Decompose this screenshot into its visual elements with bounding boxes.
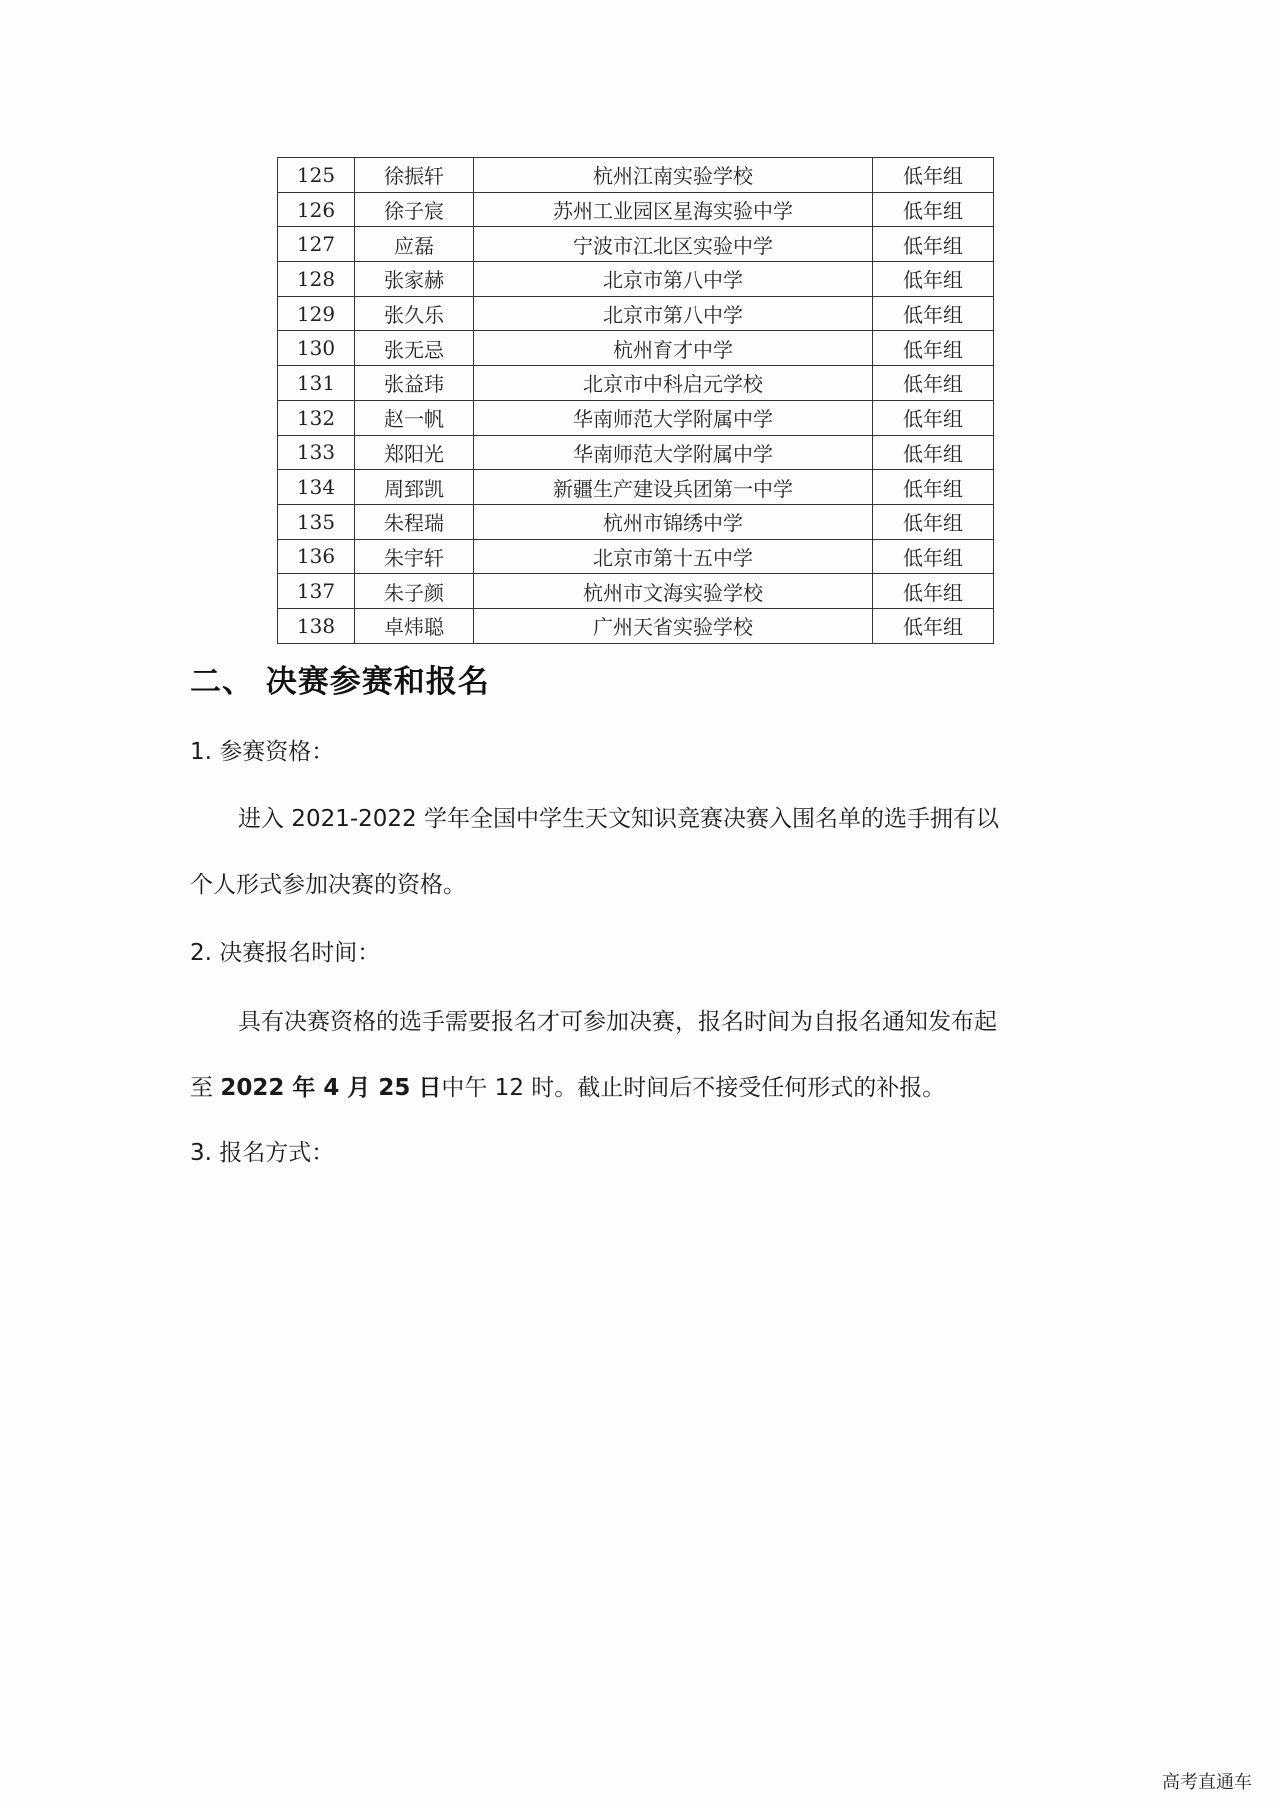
cell-number: 138 <box>278 608 355 643</box>
table-row <box>278 158 994 193</box>
table-row <box>278 574 994 609</box>
eligibility-text-line2: 个人形式参加决赛的资格。 <box>190 872 466 898</box>
cell-school: 北京市第八中学 <box>474 262 873 297</box>
cell-name: 赵一帆 <box>355 400 474 435</box>
item-registration-time-title: 2. 决赛报名时间： <box>190 940 381 966</box>
table-row <box>278 366 994 401</box>
cell-group: 低年组 <box>873 574 994 609</box>
cell-group: 低年组 <box>873 608 994 643</box>
table-row <box>278 435 994 470</box>
cell-name: 张益玮 <box>355 366 474 401</box>
cell-group: 低年组 <box>873 435 994 470</box>
cell-number: 126 <box>278 192 355 227</box>
registration-time-line2 <box>190 1069 945 1102</box>
cell-school: 宁波市江北区实验中学 <box>474 227 873 262</box>
item-registration-method-title: 3. 报名方式： <box>190 1140 335 1166</box>
cell-name: 徐振轩 <box>355 158 474 193</box>
cell-number: 127 <box>278 227 355 262</box>
cell-school: 杭州市文海实验学校 <box>474 574 873 609</box>
cell-school: 杭州市锦绣中学 <box>474 504 873 539</box>
cell-school: 杭州江南实验学校 <box>474 158 873 193</box>
cell-group: 低年组 <box>873 262 994 297</box>
table-row <box>278 331 994 366</box>
cell-name: 张久乐 <box>355 296 474 331</box>
cell-number: 136 <box>278 539 355 574</box>
cell-name: 张家赫 <box>355 262 474 297</box>
cell-number: 137 <box>278 574 355 609</box>
cell-number: 131 <box>278 366 355 401</box>
cell-name: 卓炜聪 <box>355 608 474 643</box>
cell-number: 132 <box>278 400 355 435</box>
cell-group: 低年组 <box>873 400 994 435</box>
cell-name: 朱程瑞 <box>355 504 474 539</box>
cell-group: 低年组 <box>873 504 994 539</box>
cell-school: 华南师范大学附属中学 <box>474 400 873 435</box>
watermark-text: 高考直通车 <box>1162 1772 1252 1793</box>
cell-group: 低年组 <box>873 192 994 227</box>
registration-time-prefix: 至 <box>190 1075 221 1101</box>
table-row <box>278 296 994 331</box>
cell-school: 北京市第十五中学 <box>474 539 873 574</box>
cell-number: 135 <box>278 504 355 539</box>
cell-name: 张无忌 <box>355 331 474 366</box>
cell-group: 低年组 <box>873 158 994 193</box>
table-row <box>278 400 994 435</box>
cell-school: 杭州育才中学 <box>474 331 873 366</box>
cell-name: 郑阳光 <box>355 435 474 470</box>
cell-school: 北京市第八中学 <box>474 296 873 331</box>
cell-group: 低年组 <box>873 539 994 574</box>
registration-deadline: 2022 年 4 月 25 日 <box>220 1075 442 1101</box>
cell-number: 128 <box>278 262 355 297</box>
cell-number: 134 <box>278 470 355 505</box>
cell-school: 新疆生产建设兵团第一中学 <box>474 470 873 505</box>
finalist-table-body <box>278 158 994 644</box>
table-row <box>278 227 994 262</box>
cell-number: 129 <box>278 296 355 331</box>
cell-school: 苏州工业园区星海实验中学 <box>474 192 873 227</box>
cell-school: 北京市中科启元学校 <box>474 366 873 401</box>
eligibility-text-line1: 进入 2021-2022 学年全国中学生天文知识竞赛决赛入围名单的选手拥有以 <box>238 806 999 832</box>
cell-group: 低年组 <box>873 227 994 262</box>
registration-time-line1: 具有决赛资格的选手需要报名才可参加决赛，报名时间为自报名通知发布起 <box>238 1009 997 1035</box>
registration-time-suffix: 中午 12 时。截止时间后不接受任何形式的补报。 <box>441 1075 946 1101</box>
cell-name: 徐子宸 <box>355 192 474 227</box>
cell-group: 低年组 <box>873 470 994 505</box>
cell-group: 低年组 <box>873 296 994 331</box>
cell-name: 朱子颜 <box>355 574 474 609</box>
section-heading: 二、 决赛参赛和报名 <box>190 664 490 700</box>
cell-group: 低年组 <box>873 366 994 401</box>
cell-school: 广州天省实验学校 <box>474 608 873 643</box>
item-eligibility-title: 1. 参赛资格： <box>190 739 335 765</box>
table-row <box>278 470 994 505</box>
finalist-table <box>277 157 994 644</box>
table-row <box>278 192 994 227</box>
cell-name: 应磊 <box>355 227 474 262</box>
table-row <box>278 262 994 297</box>
cell-number: 133 <box>278 435 355 470</box>
table-row <box>278 608 994 643</box>
table-row <box>278 539 994 574</box>
table-row <box>278 504 994 539</box>
cell-number: 125 <box>278 158 355 193</box>
cell-name: 周郅凯 <box>355 470 474 505</box>
cell-group: 低年组 <box>873 331 994 366</box>
cell-school: 华南师范大学附属中学 <box>474 435 873 470</box>
cell-name: 朱宇轩 <box>355 539 474 574</box>
cell-number: 130 <box>278 331 355 366</box>
